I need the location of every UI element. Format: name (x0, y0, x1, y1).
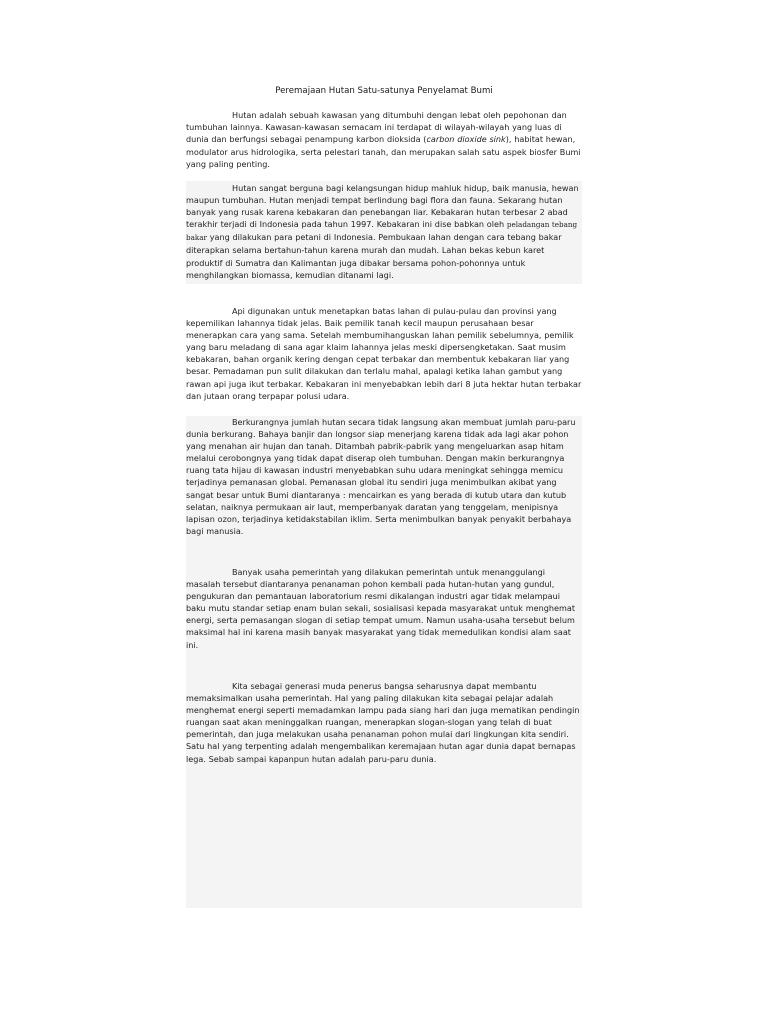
paragraph-text: ), habitat hewan, modulator arus hidrologika, serta pelestari tanah, dan merupakan salah satu aspek biosfer Bumi yang paling penting. (186, 134, 581, 169)
serif-term: peladangan tebang bakar (186, 220, 578, 243)
paragraph-text: Hutan sangat berguna bagi kelangsungan hidup mahluk hidup, baik manusia, hewan maupun tumbuhan. Hutan menjadi tempat berlindung bagi flora dan fauna. Sekarang hutan banyak yang rusak karena kebakaran dan penebangan liar. Kebakaran hutan terbesar 2 abad terakhir terjadi di Indonesia pada tahun 1997. Kebakaran ini dise babkan oleh (186, 183, 579, 230)
paragraph-text: yang dilakukan para petani di Indonesia. Pembukaan lahan dengan cara tebang bakar diterapkan selama bertahun-tahun karena murah dan mudah. Lahan bekas kebun karet produktif di Sumatra dan Kalimantan juga dibakar bersama pohon-pohonnya untuk menghilangkan biomassa, kemudian ditanami lagi. (186, 232, 562, 280)
paragraph-4: Berkurangnya jumlah hutan secara tidak langsung akan membuat jumlah paru-paru dunia berkurang. Bahaya banjir dan longsor siap menerjang karena tidak ada lagi akar pohon yang menahan air hujan dan tanah. Ditambah pabrik-pabrik yang mengeluarkan asap hitam melalui cerobongnya yang tidak dapat diserap oleh tumbuhan. Dengan makin berkurangnya ruang tata hijau di kawasan industri menyebabkan suhu udara meningkat sehingga memicu terjadinya pemanasan global. Pemanasan global itu sendiri juga menimbulkan akibat yang sangat besar untuk Bumi diantaranya : mencairkan es yang berada di kutub utara dan kutub selatan, naiknya permukaan air laut, memperbanyak daratan yang tenggelam, menipisnya lapisan ozon, terjadinya ketidakstabilan iklim. Serta menimbulkan banyak penyakit berbahaya bagi manusia. (186, 417, 576, 536)
paragraph-5: Banyak usaha pemerintah yang dilakukan pemerintah untuk menanggulangi masalah tersebut diantaranya penanaman pohon kembali pada hutan-hutan yang gundul, pengukuran dan pemantauan laboratorium resmi dikalangan industri agar tidak melampaui baku mutu standar setiap enam bulan sekali, sosialisasi kepada masyarakat untuk menghemat energi, serta pemasangan slogan di setiap tempat umum. Namun usaha-usaha tersebut belum maksimal hal ini karena masih banyak masyarakat yang tidak memedulikan kondisi alam saat ini. (186, 567, 576, 650)
paragraph-2 (186, 182, 582, 281)
paragraph-6: Kita sebagai generasi muda penerus bangsa seharusnya dapat membantu memaksimalkan usaha pemerintah. Hal yang paling dilakukan kita sebagai pelajar adalah menghemat energi seperti memadamkan lampu pada siang hari dan juga mematikan pendingin ruangan saat akan meninggalkan ruangan, menerapkan slogan-slogan yang telah di buat pemerintah, dan juga melakukan usaha penanaman pohon mulai dari lingkungan kita sendiri. Satu hal yang terpenting adalah mengembalikan keremajaan hutan agar dunia dapat bernapas lega. Sebab sampai kapanpun hutan adalah paru-paru dunia. (186, 681, 580, 764)
document-title: Peremajaan Hutan Satu-satunya Penyelamat Bumi (275, 86, 493, 96)
paragraph-1 (186, 109, 582, 170)
paragraph-3: Api digunakan untuk menetapkan batas lahan di pulau-pulau dan provinsi yang kepemilikan lahannya tidak jelas. Baik pemilik tanah kecil maupun perusahaan besar menerapkan cara yang sama. Setelah membumihanguskan lahan pemilik sebelumnya, pemilik yang baru meladang di sana agar klaim lahannya jelas meski dipersengketakan. Saat musim kebakaran, bahan organik kering dengan cepat terbakar dan membentuk kebakaran liar yang besar. Pemadaman pun sulit dilakukan dan terlalu mahal, apalagi ketika lahan gambut yang rawan api juga ikut terbakar. Kebakaran ini menyebabkan lebih dari 8 juta hektar hutan terbakar dan jutaan orang terpapar polusi udara. (186, 306, 582, 401)
paragraph-text: Hutan adalah sebuah kawasan yang ditumbuhi dengan lebat oleh pepohonan dan tumbuhan lainnya. Kawasan-kawasan semacam ini terdapat di wilayah-wilayah yang luas di dunia dan berfungsi sebagai penampung karbon dioksida ( (186, 110, 567, 145)
italic-term: carbon dioxide sink (426, 134, 506, 145)
